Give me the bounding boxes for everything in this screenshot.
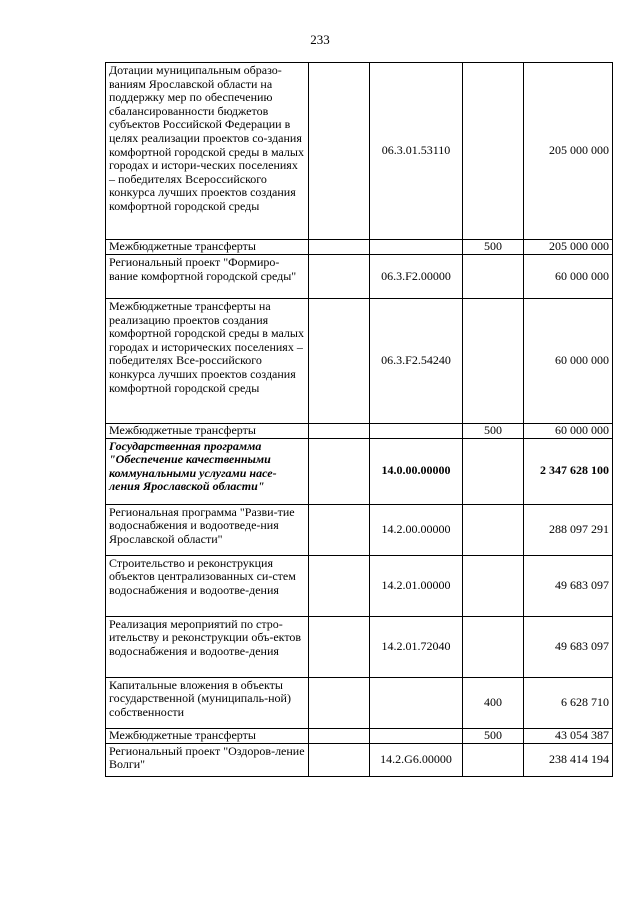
row-amount: 238 414 194: [524, 743, 613, 776]
row-extra: [309, 504, 370, 555]
table-row: [106, 255, 613, 299]
row-code: [370, 240, 463, 255]
row-amount: 205 000 000: [524, 63, 613, 240]
row-name: Межбюджетные трансферты: [106, 728, 309, 743]
row-name: Строительство и реконструкция объектов централизованных си-стем водоснабжения и водоотве-дения: [106, 555, 309, 616]
row-type: [463, 743, 524, 776]
row-amount: 288 097 291: [524, 504, 613, 555]
table-row: [106, 63, 613, 240]
row-code: 14.0.00.00000: [370, 438, 463, 504]
table-row: [106, 555, 613, 616]
row-amount: 2 347 628 100: [524, 438, 613, 504]
table-row: [106, 677, 613, 728]
row-code: 06.3.01.53110: [370, 63, 463, 240]
page-number: 233: [310, 32, 330, 47]
table-row: [106, 424, 613, 439]
row-code: [370, 728, 463, 743]
row-code: 06.3.F2.54240: [370, 299, 463, 424]
row-extra: [309, 616, 370, 677]
row-type: [463, 555, 524, 616]
row-extra: [309, 63, 370, 240]
row-type: 500: [463, 728, 524, 743]
row-extra: [309, 728, 370, 743]
row-type: [463, 63, 524, 240]
row-extra: [309, 555, 370, 616]
row-extra: [309, 255, 370, 299]
table-row-program: [106, 438, 613, 504]
row-code: 14.2.00.00000: [370, 504, 463, 555]
row-extra: [309, 677, 370, 728]
row-name: Региональная программа "Разви-тие водоснабжения и водоотведе-ния Ярославской области": [106, 504, 309, 555]
row-extra: [309, 299, 370, 424]
row-code: 06.3.F2.00000: [370, 255, 463, 299]
row-name: Дотации муниципальным образо-ваниям Ярославской области на поддержку мер по обеспечению сбалансированности бюджетов субъектов Российской Федерации в целях реализации проектов со-здания комфортной городской среды в малых городах и истори-ческих поселениях – победителях Всероссийского конкурса лучших проектов создания комфортной городской среды: [106, 63, 309, 240]
row-name: Государственная программа "Обеспечение качественными коммунальными услугами насе-ления Ярославской области": [106, 438, 309, 504]
row-amount: 6 628 710: [524, 677, 613, 728]
row-type: [463, 616, 524, 677]
row-extra: [309, 438, 370, 504]
row-extra: [309, 743, 370, 776]
table-row: [106, 240, 613, 255]
row-type: 500: [463, 240, 524, 255]
row-amount: 49 683 097: [524, 555, 613, 616]
table-row: [106, 728, 613, 743]
row-type: 400: [463, 677, 524, 728]
row-extra: [309, 424, 370, 439]
row-name: Межбюджетные трансферты на реализацию проектов создания комфортной городской среды в малых городах и исторических поселениях – победителях Все-российского конкурса лучших проектов создания комфортной городской среды: [106, 299, 309, 424]
row-code: 14.2.01.00000: [370, 555, 463, 616]
row-name: Региональный проект "Формиро-вание комфортной городской среды": [106, 255, 309, 299]
row-name: Межбюджетные трансферты: [106, 424, 309, 439]
table-row: [106, 299, 613, 424]
row-type: [463, 504, 524, 555]
row-amount: 60 000 000: [524, 255, 613, 299]
row-amount: 60 000 000: [524, 299, 613, 424]
table-row: [106, 616, 613, 677]
row-name: Региональный проект "Оздоров-ление Волги": [106, 743, 309, 776]
row-type: 500: [463, 424, 524, 439]
row-amount: 43 054 387: [524, 728, 613, 743]
row-code: [370, 424, 463, 439]
row-amount: 49 683 097: [524, 616, 613, 677]
row-type: [463, 438, 524, 504]
row-code: 14.2.G6.00000: [370, 743, 463, 776]
row-amount: 60 000 000: [524, 424, 613, 439]
row-type: [463, 255, 524, 299]
row-amount: 205 000 000: [524, 240, 613, 255]
row-name: Межбюджетные трансферты: [106, 240, 309, 255]
row-type: [463, 299, 524, 424]
row-name: Капитальные вложения в объекты государственной (муниципаль-ной) собственности: [106, 677, 309, 728]
row-code: [370, 677, 463, 728]
budget-table: [105, 62, 613, 777]
row-name: Реализация мероприятий по стро-ительству и реконструкции объ-ектов водоснабжения и водоотве-дения: [106, 616, 309, 677]
row-code: 14.2.01.72040: [370, 616, 463, 677]
table-row: [106, 504, 613, 555]
row-extra: [309, 240, 370, 255]
table-row: [106, 743, 613, 776]
